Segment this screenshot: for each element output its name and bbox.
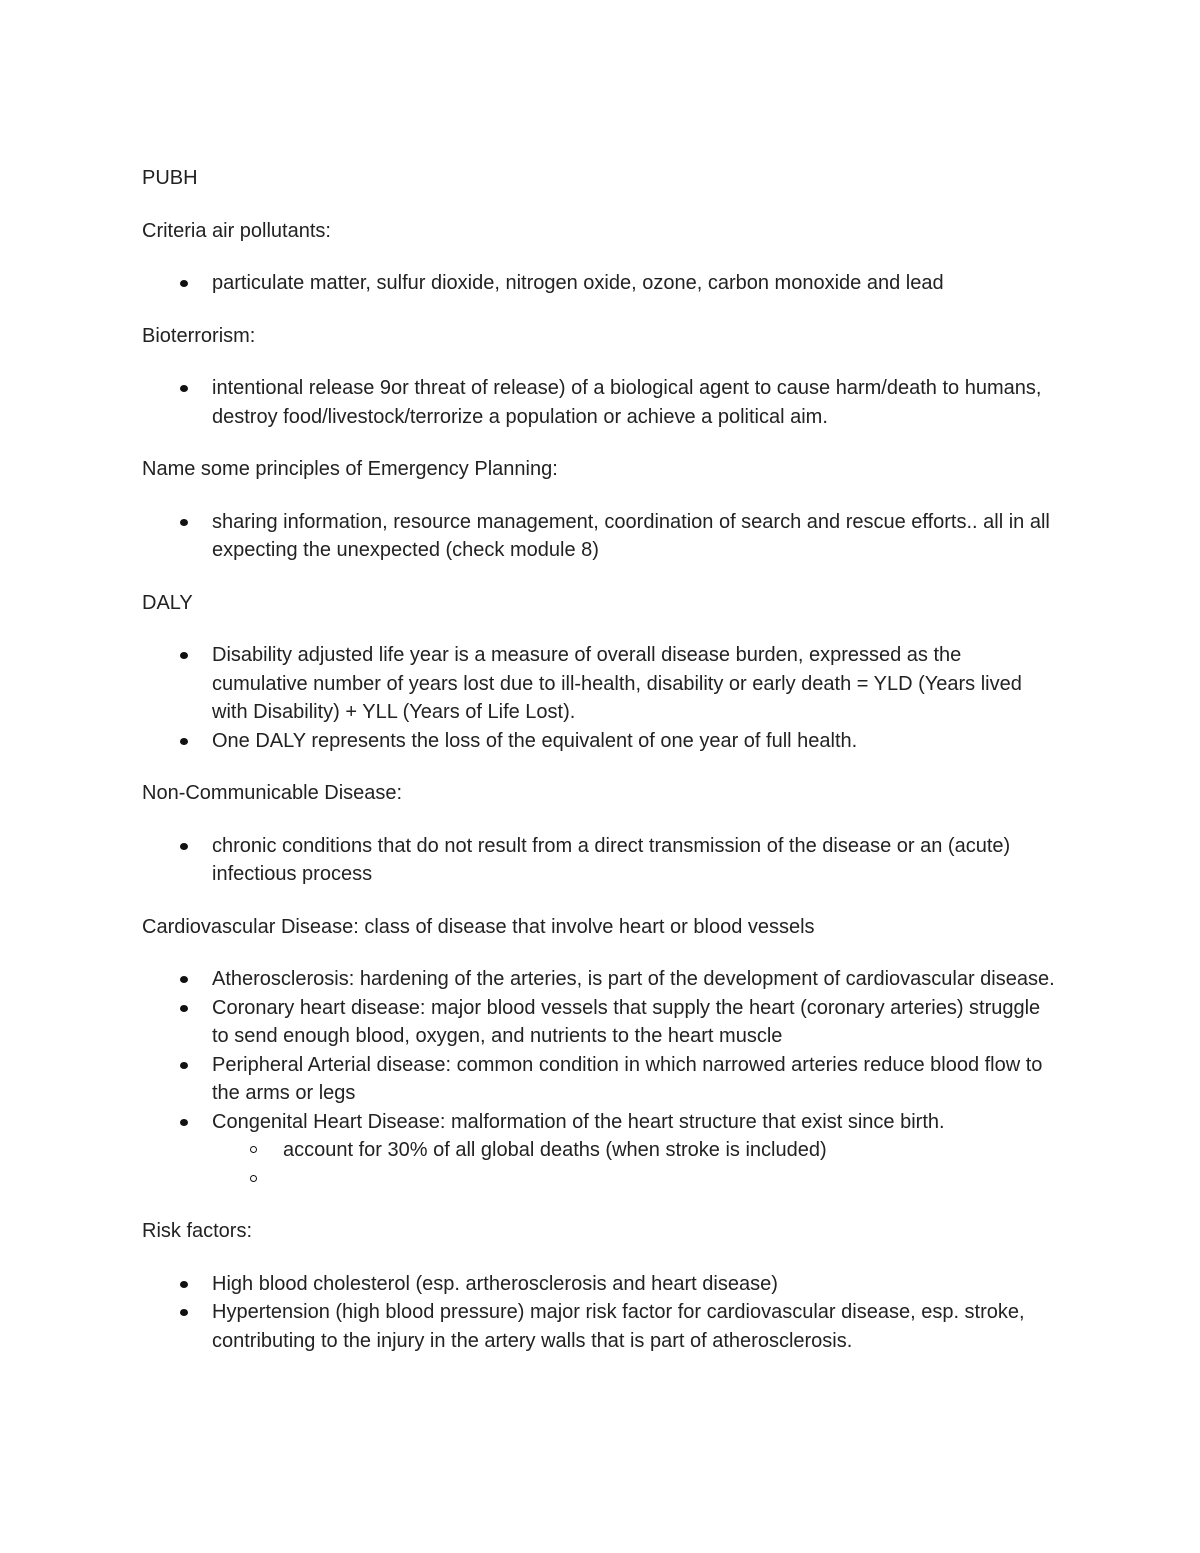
hollow-bullet-icon (250, 1175, 257, 1182)
list-item (212, 641, 1062, 727)
bullet-list-emergency-planning (142, 508, 1062, 565)
list-item-text: Atherosclerosis: hardening of the arteries, is part of the development of cardiovascular disease. (212, 968, 1055, 990)
bullet-icon (180, 1119, 188, 1126)
bullet-list-air-pollutants (142, 269, 1062, 298)
section-heading-emergency-planning: Name some principles of Emergency Planning: (142, 458, 558, 480)
bullet-icon (180, 385, 188, 392)
list-item-text: High blood cholesterol (esp. artherosclerosis and heart disease) (212, 1272, 778, 1295)
sub-bullet-list (212, 1136, 1062, 1193)
bullet-icon (180, 1062, 188, 1069)
bullet-list-non-communicable-disease (142, 832, 1062, 889)
document-body (142, 164, 1062, 1379)
list-item (212, 1270, 1062, 1299)
hollow-bullet-icon (250, 1146, 257, 1153)
bullet-icon (180, 519, 188, 526)
section-heading-non-communicable-disease: Non-Communicable Disease: (142, 782, 403, 804)
list-item-text: sharing information, resource management, coordination of search and rescue efforts.. all in all expecting the unexpected (check module 8) (212, 510, 1050, 561)
bullet-list-bioterrorism (142, 374, 1062, 431)
bullet-icon (180, 652, 188, 659)
bullet-list-daly (142, 641, 1062, 755)
bullet-icon (180, 1281, 188, 1288)
list-item (212, 727, 1062, 756)
list-item-text: Coronary heart disease: major blood vessels that supply the heart (coronary arteries) struggle to send enough blood, oxygen, and nutrients to the heart muscle (212, 996, 1041, 1047)
section-heading-cardiovascular-disease: Cardiovascular Disease: class of disease that involve heart or blood vessels (142, 915, 815, 938)
list-item (212, 1051, 1062, 1108)
sub-list-item-empty (283, 1165, 1062, 1194)
list-item (212, 832, 1062, 889)
list-item-text: Disability adjusted life year is a measure of overall disease burden, expressed as the cumulative number of years lost due to ill-health, disability or early death = YLD (Years lived with Disability) + YLL (Years of Life Lost). (212, 644, 1022, 723)
sub-list-item (283, 1136, 1062, 1165)
sub-list-item-text: account for 30% of all global deaths (when stroke is included) (283, 1139, 827, 1161)
list-item-text: One DALY represents the loss of the equivalent of one year of full health. (212, 729, 858, 752)
list-item-text: Peripheral Arterial disease: common condition in which narrowed arteries reduce blood flow to the arms or legs (212, 1053, 1043, 1104)
bullet-icon (180, 843, 188, 850)
bullet-icon (180, 280, 188, 287)
list-item-text: intentional release 9or threat of release) of a biological agent to cause harm/death to humans, destroy food/livestock/terrorize a population or achieve a political aim. (212, 377, 1042, 428)
list-item-text: Congenital Heart Disease: malformation of the heart structure that exist since birth. (212, 1110, 945, 1133)
section-heading-bioterrorism: Bioterrorism: (142, 324, 256, 347)
section-heading-daly: DALY (142, 591, 193, 614)
list-item (212, 269, 1062, 298)
list-item-text: chronic conditions that do not result from a direct transmission of the disease or an (acute) infectious process (212, 834, 1011, 885)
bullet-icon (180, 976, 188, 983)
list-item (212, 1108, 1062, 1194)
bullet-list-cardiovascular-disease (142, 965, 1062, 1193)
list-item-text: particulate matter, sulfur dioxide, nitrogen oxide, ozone, carbon monoxide and lead (212, 272, 944, 294)
list-item (212, 508, 1062, 565)
bullet-icon (180, 1005, 188, 1012)
list-item (212, 374, 1062, 431)
bullet-icon (180, 1309, 188, 1316)
section-heading-air-pollutants: Criteria air pollutants: (142, 219, 331, 242)
document-title: PUBH (142, 167, 198, 189)
list-item (212, 1298, 1062, 1355)
list-item-text: Hypertension (high blood pressure) major risk factor for cardiovascular disease, esp. stroke, contributing to the injury in the artery walls that is part of atherosclerosis. (212, 1301, 1025, 1352)
section-heading-risk-factors: Risk factors: (142, 1220, 253, 1242)
bullet-list-risk-factors (142, 1270, 1062, 1356)
bullet-icon (180, 738, 188, 745)
list-item (212, 965, 1062, 994)
list-item (212, 994, 1062, 1051)
